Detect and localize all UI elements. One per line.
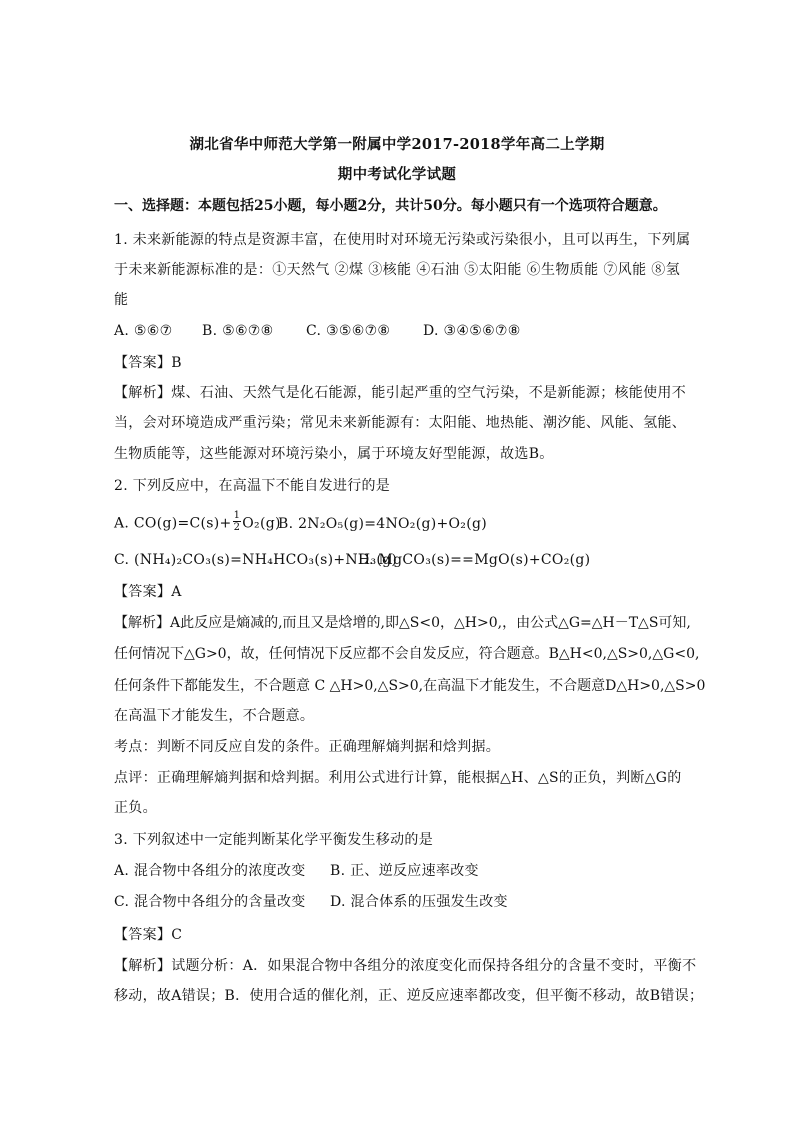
one-half-fraction: $\frac{1}{2}$	[233, 510, 241, 533]
section-header: 一、选择题：本题包括25小题，每小题2分，共计50分。每小题只有一个选项符合题意。	[114, 198, 667, 214]
q2-analysis-line1: 【解析】A此反应是熵减的,而且又是焓增的,即△S<0，△H>0,，由公式△G=△H－T△S可知,	[114, 615, 691, 631]
q1-options	[114, 321, 680, 341]
q2-analysis-line2: 任何情况下△G>0，故，任何情况下反应都不会自发反应，符合题意。B△H<0,△S>0,△G<0,	[114, 646, 700, 662]
q3-options-cd	[114, 892, 680, 912]
q3-analysis-line1: 【解析】试题分析：A．如果混合物中各组分的浓度变化而保持各组分的含量不变时，平衡不	[114, 958, 697, 974]
q2-option-a-tail: O₂(g)	[242, 515, 281, 532]
q1-stem-line1: 1. 未来新能源的特点是资源丰富，在使用时对环境无污染或污染很小，且可以再生，下列属	[114, 232, 691, 248]
q3-stem: 3. 下列叙述中一定能判断某化学平衡发生移动的是	[114, 832, 434, 848]
q1-answer: 【答案】B	[114, 355, 182, 371]
q1-option-b: B. ⑤⑥⑦⑧	[202, 323, 274, 339]
q3-options-ab	[114, 861, 680, 881]
q3-option-c: C. 混合物中各组分的含量改变	[114, 894, 306, 910]
q1-stem-line3: 能	[114, 292, 129, 308]
q2-option-c: C. (NH₄)₂CO₃(s)=NH₄HCO₃(s)+NH₃(g)	[114, 552, 398, 568]
q1-option-d: D. ③④⑤⑥⑦⑧	[423, 323, 521, 339]
q1-stem-line2: 于未来新能源标准的是：①天然气 ②煤 ③核能 ④石油 ⑤太阳能 ⑥生物质能 ⑦风能 ⑧氢	[114, 262, 680, 278]
q2-option-b: B. 2N₂O₅(g)=4NO₂(g)+O₂(g)	[278, 515, 488, 532]
q3-analysis-line2: 移动，故A错误；B．使用合适的催化剂，正、逆反应速率都改变，但平衡不移动，故B错误；	[114, 988, 704, 1004]
q2-analysis-line4: 在高温下才能发生，不合题意。	[114, 708, 315, 724]
doc-title-line2: 期中考试化学试题	[337, 166, 457, 183]
q2-options-cd	[114, 550, 680, 570]
q2-option-a	[114, 510, 281, 535]
q2-option-a-text: A. CO(g)=C(s)+	[114, 515, 232, 532]
q3-option-a: A. 混合物中各组分的浓度改变	[114, 863, 306, 879]
q2-options-ab	[114, 512, 680, 535]
q2-answer: 【答案】A	[114, 584, 182, 600]
q2-option-d: D. MgCO₃(s)==MgO(s)+CO₂(g)	[358, 552, 591, 568]
doc-title-line1: 湖北省华中师范大学第一附属中学2017-2018学年高二上学期	[189, 136, 605, 153]
q1-analysis-line3: 生物质能等，这些能源对环境污染小，属于环境友好型能源，故选B。	[114, 446, 554, 462]
q2-dianping-line2: 正负。	[114, 800, 157, 816]
q2-kaodian: 考点：判断不同反应自发的条件。正确理解熵判据和焓判据。	[114, 739, 501, 755]
q3-option-b: B. 正、逆反应速率改变	[330, 863, 479, 879]
q2-analysis-line3: 任何条件下都能发生，不合题意 C △H>0,△S>0,在高温下才能发生，不合题意D△H>0,△S>0	[114, 678, 706, 694]
q1-analysis-line2: 当，会对环境造成严重污染；常见未来新能源有：太阳能、地热能、潮汐能、风能、氢能、	[114, 415, 686, 431]
q2-dianping-line1: 点评：正确理解熵判据和焓判据。利用公式进行计算，能根据△H、△S的正负，判断△G的	[114, 770, 682, 786]
q3-option-d: D. 混合体系的压强发生改变	[330, 894, 508, 910]
q1-analysis-line1: 【解析】煤、石油、天然气是化石能源，能引起严重的空气污染，不是新能源；核能使用不	[114, 385, 686, 401]
q1-option-c: C. ③⑤⑥⑦⑧	[306, 323, 391, 339]
q2-stem: 2. 下列反应中，在高温下不能自发进行的是	[114, 478, 391, 494]
q3-answer: 【答案】C	[114, 927, 183, 943]
q1-option-a: A. ⑤⑥⑦	[114, 323, 173, 339]
